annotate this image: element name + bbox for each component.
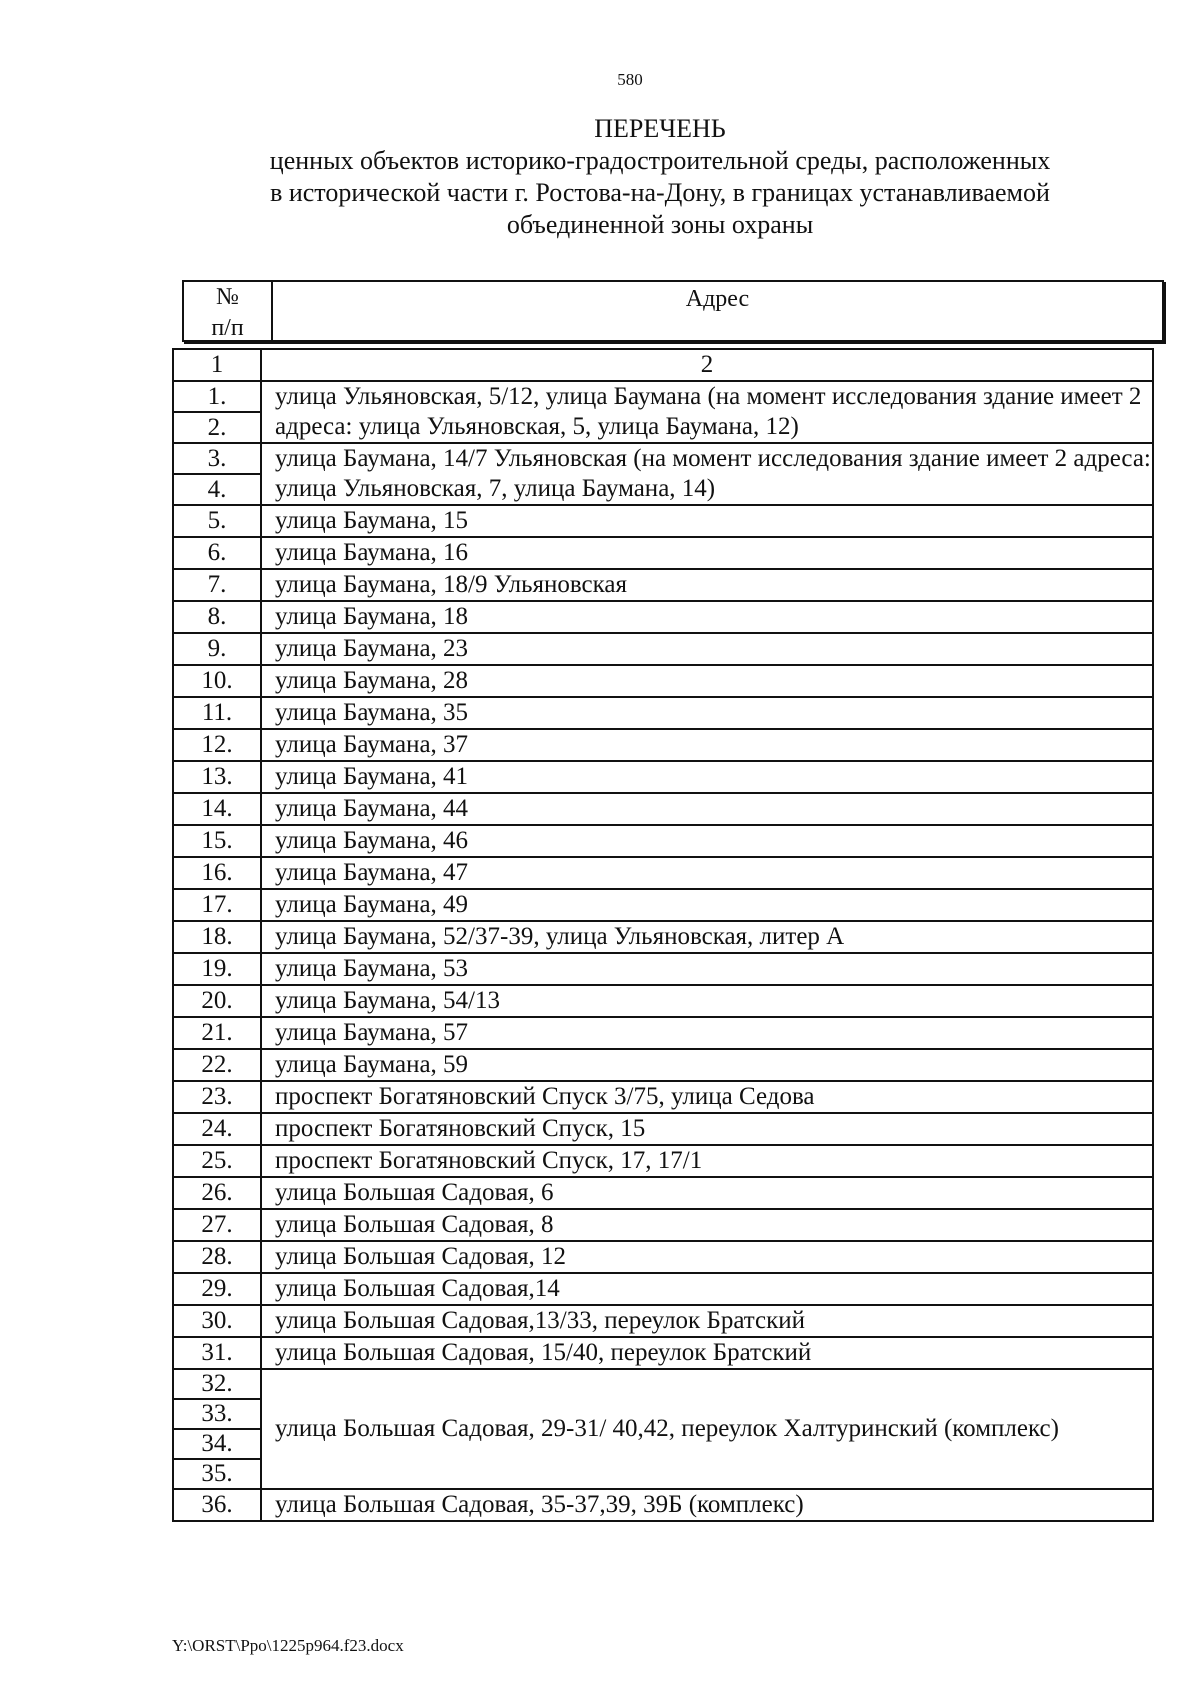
table-row xyxy=(173,1305,1153,1337)
document-subtitle: ценных объектов историко-градостроительной среды, расположенных в исторической части г. Ростова-на-Дону, в границах устанавливаемой объединенной зоны охраны xyxy=(269,146,1051,239)
row-number: 4. xyxy=(173,474,261,505)
row-number: 23. xyxy=(173,1081,261,1113)
row-address: улица Большая Садовая,14 xyxy=(261,1273,1153,1305)
row-number: 35. xyxy=(173,1459,261,1489)
table-row xyxy=(173,381,1153,412)
table-row xyxy=(173,505,1153,537)
row-address: улица Ульяновская, 5/12, улица Баумана (на момент исследования здание имеет 2 адреса: улица Ульяновская, 5, улица Баумана, 12) xyxy=(261,381,1153,443)
row-number: 11. xyxy=(173,697,261,729)
row-number: 7. xyxy=(173,569,261,601)
row-number: 34. xyxy=(173,1429,261,1459)
table-row xyxy=(173,825,1153,857)
row-address: проспект Богатяновский Спуск 3/75, улица Седова xyxy=(261,1081,1153,1113)
row-number: 10. xyxy=(173,665,261,697)
page-number: 580 xyxy=(617,70,643,89)
header-number-column: № п/п xyxy=(184,282,273,340)
row-address: улица Баумана, 52/37-39, улица Ульяновская, литер А xyxy=(261,921,1153,953)
table-row xyxy=(173,537,1153,569)
table-row xyxy=(173,633,1153,665)
table-row xyxy=(173,1113,1153,1145)
row-address: улица Большая Садовая, 29-31/ 40,42, переулок Халтуринский (комплекс) xyxy=(261,1369,1153,1489)
table-row xyxy=(173,953,1153,985)
column-index-address: 2 xyxy=(261,349,1153,381)
row-number: 12. xyxy=(173,729,261,761)
document-title: ПЕРЕЧЕНЬ xyxy=(594,114,726,143)
table-row xyxy=(173,1273,1153,1305)
row-address: улица Баумана, 41 xyxy=(261,761,1153,793)
table-row xyxy=(173,1337,1153,1369)
row-number: 31. xyxy=(173,1337,261,1369)
row-number: 24. xyxy=(173,1113,261,1145)
row-address: улица Большая Садовая, 8 xyxy=(261,1209,1153,1241)
table-row xyxy=(173,1241,1153,1273)
table-row xyxy=(173,985,1153,1017)
table-row xyxy=(173,1017,1153,1049)
row-number: 32. xyxy=(173,1369,261,1399)
row-number: 2. xyxy=(173,412,261,443)
table-row xyxy=(173,761,1153,793)
row-number: 30. xyxy=(173,1305,261,1337)
row-number: 29. xyxy=(173,1273,261,1305)
row-number: 22. xyxy=(173,1049,261,1081)
row-number: 13. xyxy=(173,761,261,793)
row-number: 6. xyxy=(173,537,261,569)
table-row xyxy=(173,889,1153,921)
table-row xyxy=(173,697,1153,729)
row-address: улица Баумана, 28 xyxy=(261,665,1153,697)
row-number: 8. xyxy=(173,601,261,633)
row-number: 27. xyxy=(173,1209,261,1241)
row-number: 33. xyxy=(173,1399,261,1429)
row-address: улица Баумана, 54/13 xyxy=(261,985,1153,1017)
table-row xyxy=(173,1369,1153,1399)
row-number: 3. xyxy=(173,443,261,474)
row-address: улица Баумана, 14/7 Ульяновская (на момент исследования здание имеет 2 адреса: улица Ульяновская, 7, улица Баумана, 14) xyxy=(261,443,1153,505)
row-address: проспект Богатяновский Спуск, 17, 17/1 xyxy=(261,1145,1153,1177)
row-address: проспект Богатяновский Спуск, 15 xyxy=(261,1113,1153,1145)
row-number: 19. xyxy=(173,953,261,985)
table-row xyxy=(173,1081,1153,1113)
row-number: 18. xyxy=(173,921,261,953)
row-number: 25. xyxy=(173,1145,261,1177)
row-number: 5. xyxy=(173,505,261,537)
row-address: улица Большая Садовая, 12 xyxy=(261,1241,1153,1273)
table-row xyxy=(173,857,1153,889)
row-address: улица Баумана, 53 xyxy=(261,953,1153,985)
row-number: 16. xyxy=(173,857,261,889)
row-number: 36. xyxy=(173,1489,261,1521)
row-address: улица Баумана, 18/9 Ульяновская xyxy=(261,569,1153,601)
row-number: 26. xyxy=(173,1177,261,1209)
row-address: улица Баумана, 37 xyxy=(261,729,1153,761)
row-address: улица Баумана, 23 xyxy=(261,633,1153,665)
row-number: 15. xyxy=(173,825,261,857)
column-index-row xyxy=(173,349,1153,381)
column-index-number: 1 xyxy=(173,349,261,381)
row-address: улица Баумана, 59 xyxy=(261,1049,1153,1081)
row-address: улица Большая Садовая,13/33, переулок Братский xyxy=(261,1305,1153,1337)
row-address: улица Баумана, 57 xyxy=(261,1017,1153,1049)
row-address: улица Баумана, 47 xyxy=(261,857,1153,889)
row-address: улица Баумана, 49 xyxy=(261,889,1153,921)
table-row xyxy=(173,1145,1153,1177)
file-path-footer: Y:\ORST\Ppo\1225p964.f23.docx xyxy=(172,1636,404,1655)
row-address: улица Большая Садовая, 15/40, переулок Братский xyxy=(261,1337,1153,1369)
table-row xyxy=(173,1177,1153,1209)
table-row xyxy=(173,729,1153,761)
address-table xyxy=(172,348,1154,1522)
table-row xyxy=(173,665,1153,697)
row-number: 9. xyxy=(173,633,261,665)
row-address: улица Баумана, 15 xyxy=(261,505,1153,537)
table-row xyxy=(173,443,1153,474)
row-number: 20. xyxy=(173,985,261,1017)
table-row xyxy=(173,921,1153,953)
table-row xyxy=(173,601,1153,633)
row-number: 28. xyxy=(173,1241,261,1273)
row-address: улица Большая Садовая, 35-37,39, 39Б (комплекс) xyxy=(261,1489,1153,1521)
row-address: улица Баумана, 44 xyxy=(261,793,1153,825)
table-row xyxy=(173,793,1153,825)
row-address: улица Баумана, 18 xyxy=(261,601,1153,633)
row-number: 21. xyxy=(173,1017,261,1049)
table-row xyxy=(173,1209,1153,1241)
row-address: улица Баумана, 16 xyxy=(261,537,1153,569)
row-number: 1. xyxy=(173,381,261,412)
table-row xyxy=(173,1049,1153,1081)
row-address: улица Большая Садовая, 6 xyxy=(261,1177,1153,1209)
row-number: 14. xyxy=(173,793,261,825)
document-heading xyxy=(170,113,1150,241)
table-row xyxy=(173,1489,1153,1521)
header-address-column: Адрес xyxy=(685,286,750,312)
row-number: 17. xyxy=(173,889,261,921)
table-row xyxy=(173,569,1153,601)
row-address: улица Баумана, 46 xyxy=(261,825,1153,857)
table-header xyxy=(182,280,1164,342)
row-address: улица Баумана, 35 xyxy=(261,697,1153,729)
